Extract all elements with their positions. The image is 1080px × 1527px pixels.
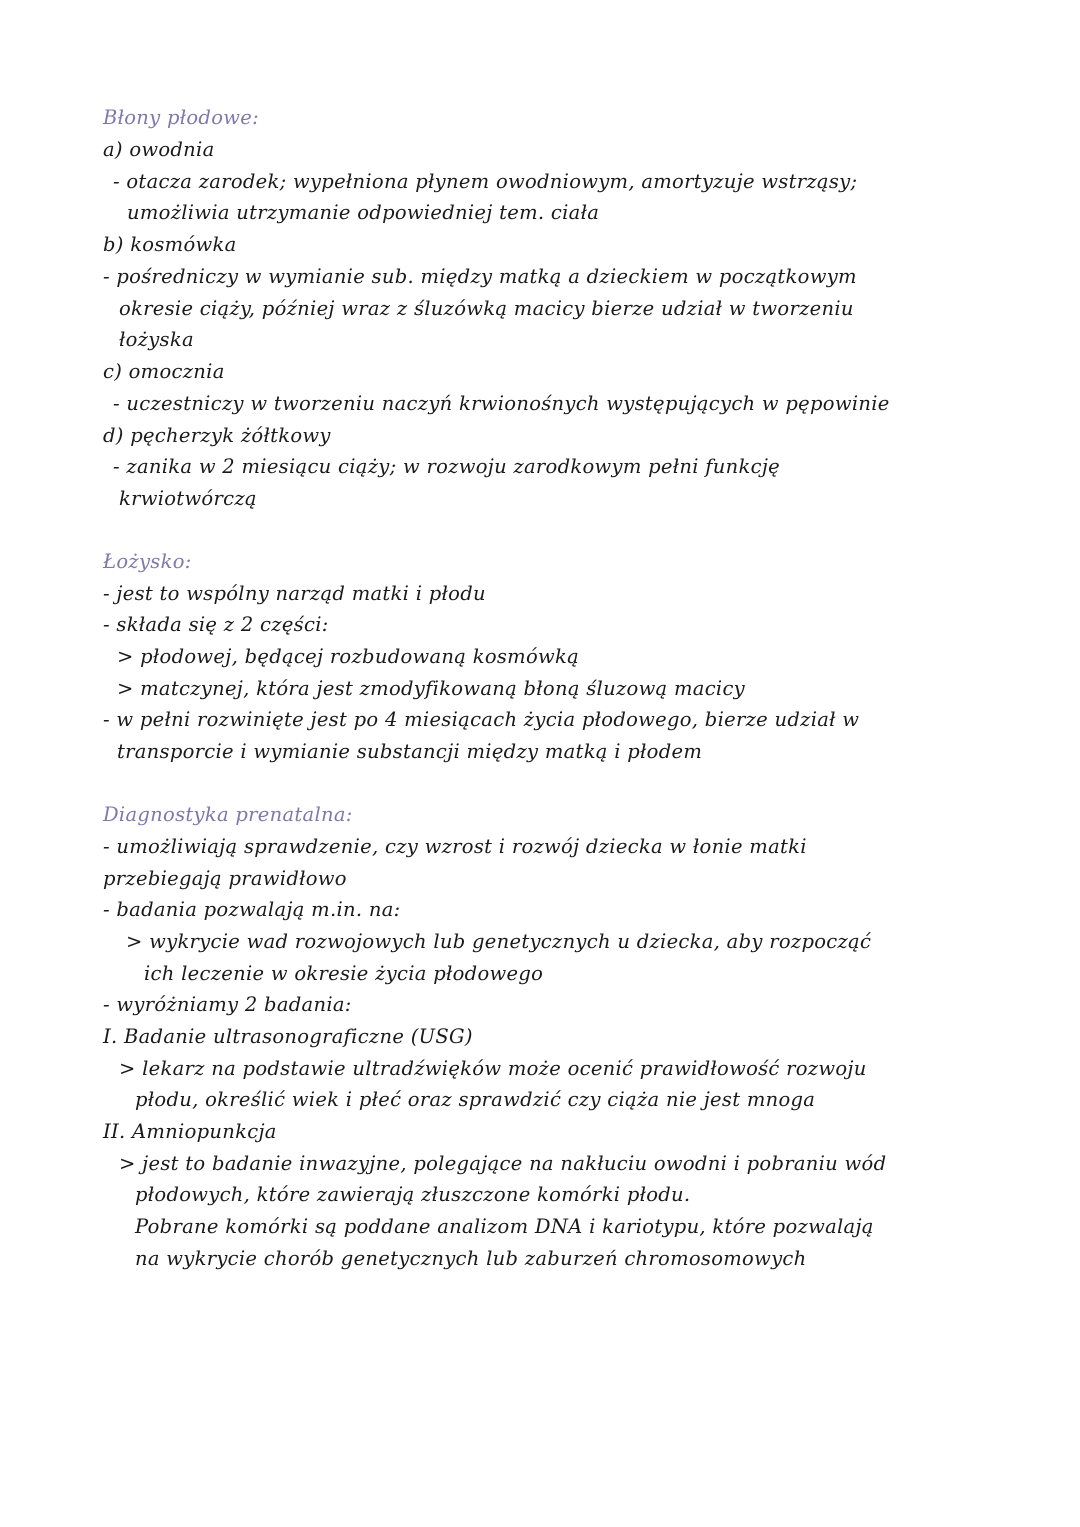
note-line: - wyróżniamy 2 badania: bbox=[103, 993, 352, 1016]
note-line: > matczynej, która jest zmodyfikowaną błoną śluzową macicy bbox=[117, 677, 745, 700]
note-line: > lekarz na podstawie ultradźwięków może ocenić prawidłowość rozwoju bbox=[119, 1057, 867, 1080]
note-line: płodowych, które zawierają złuszczone komórki płodu. bbox=[135, 1183, 691, 1206]
note-line: - umożliwiają sprawdzenie, czy wzrost i rozwój dziecka w łonie matki bbox=[103, 835, 807, 858]
note-line: na wykrycie chorób genetycznych lub zaburzeń chromosomowych bbox=[135, 1247, 807, 1270]
note-line: ich leczenie w okresie życia płodowego bbox=[144, 962, 544, 985]
note-line: II. Amniopunkcja bbox=[103, 1120, 277, 1143]
note-line: - badania pozwalają m.in. na: bbox=[103, 898, 401, 921]
note-line: - składa się z 2 części: bbox=[103, 613, 329, 636]
note-line: - zanika w 2 miesiącu ciąży; w rozwoju zarodkowym pełni funkcję bbox=[113, 455, 781, 478]
note-line: - otacza zarodek; wypełniona płynem owodniowym, amortyzuje wstrząsy; bbox=[113, 170, 858, 193]
note-line: krwiotwórczą bbox=[119, 487, 257, 510]
note-line: a) owodnia bbox=[103, 138, 215, 161]
note-line: - uczestniczy w tworzeniu naczyń krwionośnych występujących w pępowinie bbox=[113, 392, 890, 415]
note-line: > jest to badanie inwazyjne, polegające na nakłuciu owodni i pobraniu wód bbox=[119, 1152, 887, 1175]
note-line: b) kosmówka bbox=[103, 233, 237, 256]
note-line: umożliwia utrzymanie odpowiedniej tem. ciała bbox=[127, 201, 600, 224]
note-line: - w pełni rozwinięte jest po 4 miesiącach życia płodowego, bierze udział w bbox=[103, 708, 860, 731]
note-line: c) omocznia bbox=[103, 360, 225, 383]
note-line: I. Badanie ultrasonograficzne (USG) bbox=[103, 1025, 473, 1048]
section-title-lozysko: Łożysko: bbox=[103, 550, 192, 573]
note-line: płodu, określić wiek i płeć oraz sprawdzić czy ciąża nie jest mnoga bbox=[135, 1088, 816, 1111]
note-line: > wykrycie wad rozwojowych lub genetycznych u dziecka, aby rozpocząć bbox=[126, 930, 872, 953]
section-title-blony: Błony płodowe: bbox=[103, 106, 259, 129]
note-line: transporcie i wymianie substancji między matką i płodem bbox=[117, 740, 703, 763]
note-line: przebiegają prawidłowo bbox=[103, 867, 347, 890]
note-line: d) pęcherzyk żółtkowy bbox=[103, 424, 331, 447]
section-title-diagnostyka: Diagnostyka prenatalna: bbox=[103, 803, 353, 826]
note-line: > płodowej, będącej rozbudowaną kosmówką bbox=[117, 645, 580, 668]
note-line: - jest to wspólny narząd matki i płodu bbox=[103, 582, 486, 605]
note-line: łożyska bbox=[119, 328, 194, 351]
note-line: Pobrane komórki są poddane analizom DNA i kariotypu, które pozwalają bbox=[135, 1215, 874, 1238]
note-line: okresie ciąży, później wraz z śluzówką macicy bierze udział w tworzeniu bbox=[119, 297, 854, 320]
note-line: - pośredniczy w wymianie sub. między matką a dzieckiem w początkowym bbox=[103, 265, 857, 288]
